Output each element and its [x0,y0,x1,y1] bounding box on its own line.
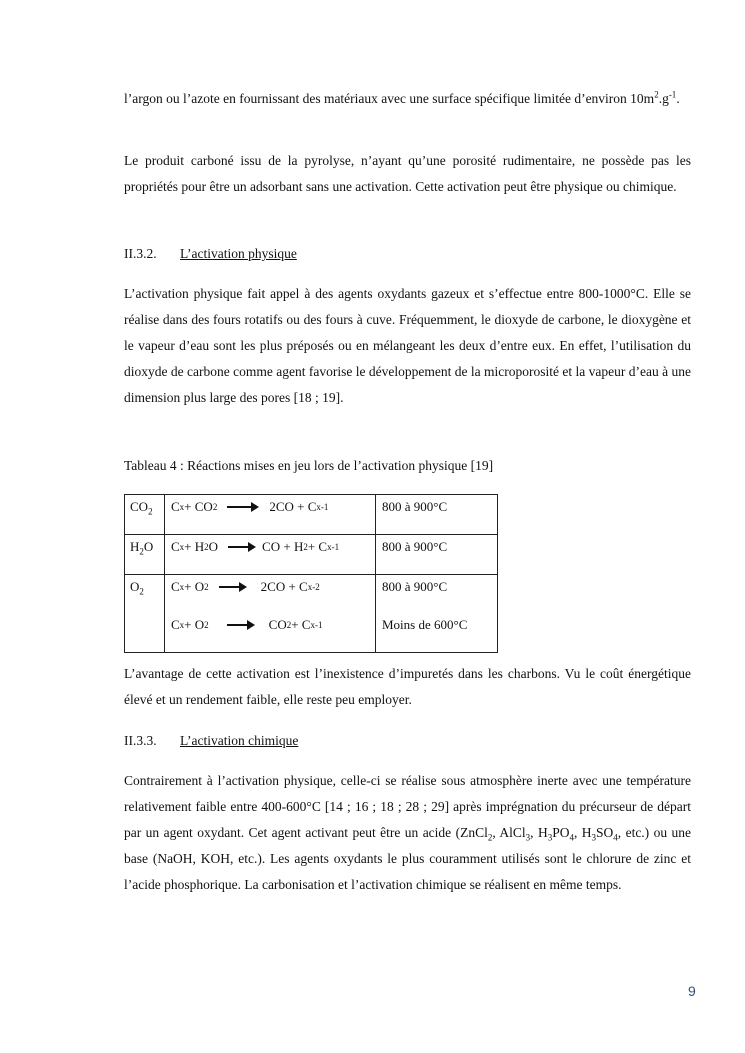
product: 2CO + C [260,579,308,594]
product: CO + H [262,539,304,554]
agent-text: H [130,539,140,554]
superscript: 2 [654,89,659,100]
paragraph-text: SO [596,825,614,840]
product: 2CO + C [269,499,317,514]
paragraph-text: , AlCl [492,825,526,840]
temperature-value: 800 à 900°C [382,499,448,514]
temperature-value: 800 à 900°C [382,539,448,554]
reactant: C [171,499,180,514]
paragraph-text: .g [658,91,669,106]
reaction-arrow-icon [227,506,257,508]
paragraph-chemical-activation [124,768,691,898]
reaction-arrow-icon [219,586,245,588]
agent-text: O [143,539,154,554]
temperature-cell [376,495,498,535]
temperature-value: 800 à 900°C [382,579,448,594]
reaction-equation: C x + CO 2 2CO + C x-1 [171,499,329,514]
section-number: II.3.3. [124,733,157,748]
subscript: 2 [148,506,153,517]
table-row [125,575,498,653]
reaction-equation: C x + O 2 CO 2 + C x-1 [171,617,323,632]
section-number: II.3.2. [124,246,157,261]
reactant: + O [184,579,205,594]
section-title: L’activation chimique [180,733,299,748]
paragraph-text: , etc.) ou une base (NaOH, KOH, etc.). Les agents oxydants le plus couramment utilisés sont le chlorure de zinc et l’acide phosphorique. La carbonisation et l’activation chimique se réalisent en même temps. [124,825,692,892]
agent-cell [125,495,165,535]
paragraph-text: , H [530,825,548,840]
superscript: -1 [668,89,677,100]
paragraph-text: Contrairement à l’activation physique, celle-ci se réalise sous atmosphère inerte avec une température relativement faible entre 400-600°C [14 ; 16 ; 18 ; 28 ; 29] après imprégnation du précurseur de départ par un agent oxydant. Cet agent activant peut être un acide (ZnCl [124,773,691,840]
reaction-equation: C x + H 2 O CO + H 2 + C x-1 [171,539,340,554]
reactant: + H [184,539,205,554]
paragraph-physical-activation: L’activation physique fait appel à des agents oxydants gazeux et s’effectue entre 800-1000°C. Elle se réalise dans des fours rotatifs ou des fours à cuve. Fréquemment, le dioxyde de carbone, le dioxygène et le vapeur d’eau sont les plus préposés ou en mélangeant les deux d’entre eux. En effet, l’utilisation du dioxyde de carbone comme agent favorise le développement de la microporosité et la vapeur d’eau à une dimension plus large des pores [18 ; 19]. [124,286,691,405]
table-row [125,535,498,575]
reaction-equation: C x + O 2 2CO + C x-2 [171,579,320,594]
reactant: + O [184,617,205,632]
reaction-cell [165,575,376,653]
temperature-cell [376,535,498,575]
paragraph-argon [124,86,691,112]
paragraph-advantage: L’avantage de cette activation est l’inexistence d’impuretés dans les charbons. Vu le coût énergétique élevé et un rendement faible, elle reste peu employer. [124,666,691,707]
temperature-cell [376,575,498,653]
subscript: 4 [569,832,574,843]
subscript: 3 [547,832,553,843]
agent-text: O [130,579,140,594]
reaction-arrow-icon [228,546,254,548]
reactant: C [171,617,180,632]
paragraph-carbon-product: Le produit carboné issu de la pyrolyse, n’ayant qu’une porosité rudimentaire, ne possède pas les propriétés pour être un adsorbant sans une activation. Cette activation peut être physique ou chimique. [124,153,691,194]
product: CO [268,617,287,632]
agent-text: CO [130,499,149,514]
reactant: C [171,539,180,554]
subscript: 2 [139,546,144,557]
reactant: + CO [184,499,213,514]
page-number: 9 [688,983,696,999]
section-heading-chemical [124,731,298,751]
section-title: L’activation physique [180,246,297,261]
reaction-cell [165,535,376,575]
product: + C [307,539,328,554]
paragraph-text: , H [573,825,592,840]
table-row [125,495,498,535]
subscript: 3 [591,832,597,843]
reaction-arrow-icon [227,624,253,626]
subscript: 3 [525,832,531,843]
paragraph-text: PO [552,825,570,840]
reactant: C [171,579,180,594]
subscript: 2 [487,832,493,843]
agent-cell [125,575,165,653]
reaction-cell [165,495,376,535]
section-heading-physical [124,244,297,264]
paragraph-text: . [676,91,680,106]
table-caption: Tableau 4 : Réactions mises en jeu lors de l’activation physique [19] [124,458,494,473]
paragraph-text: l’argon ou l’azote en fournissant des matériaux avec une surface spécifique limitée d’environ 10m [124,91,655,106]
product: + C [291,617,311,632]
reactant: O [208,539,219,554]
temperature-value: Moins de 600°C [382,617,468,632]
reactions-table [124,494,498,653]
agent-cell [125,535,165,575]
subscript: 4 [613,832,618,843]
subscript: 2 [139,586,144,597]
